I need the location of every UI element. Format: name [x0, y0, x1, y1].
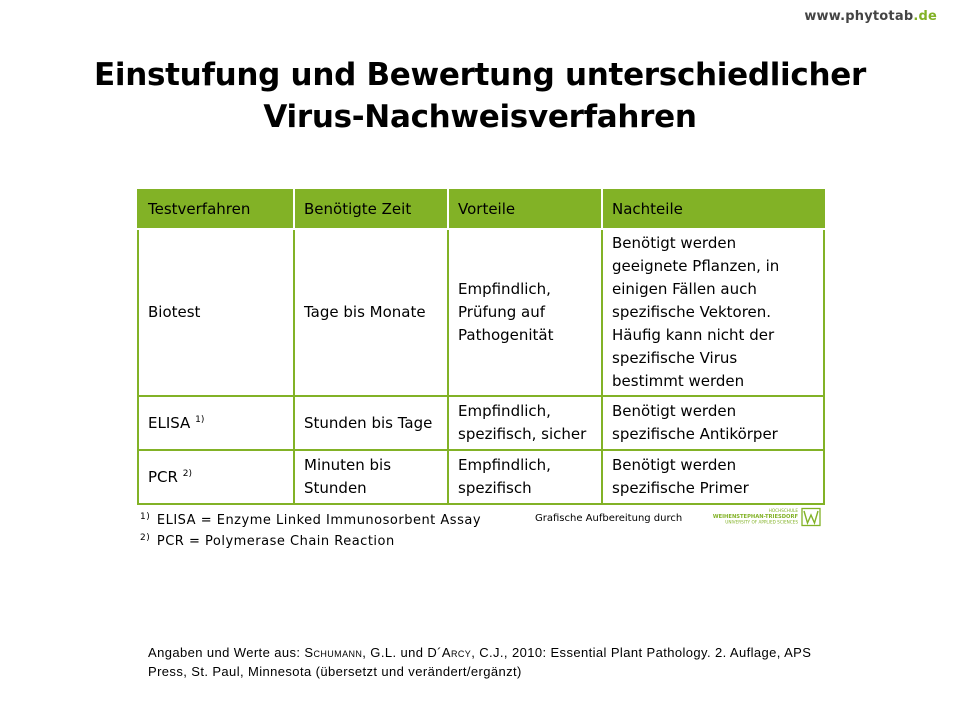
- comparison-table: [137, 189, 825, 505]
- cons-line: einigen Fällen auch: [612, 280, 757, 298]
- table-header-row: [138, 190, 824, 229]
- cons-line: spezifische Virus: [612, 349, 738, 367]
- time-line: Stunden: [304, 479, 367, 497]
- cons-line: spezifische Vektoren.: [612, 303, 772, 321]
- source-text-1: Angaben und Werte aus:: [148, 645, 305, 660]
- pros-cell: [448, 450, 602, 504]
- cons-line: spezifische Antikörper: [612, 425, 778, 443]
- credit-text: Grafische Aufbereitung durch: [535, 513, 683, 524]
- table-row: [138, 450, 824, 504]
- logo-mark-w: [804, 511, 818, 523]
- header-vorteile: Vorteile: [448, 190, 602, 229]
- pros-cell: [448, 396, 602, 450]
- source-text-3: , C.J., 2010: Essential Plant Pathology. 2. Auflage, APS Press, St. Paul, Minnesota (übersetzt und verändert/ergänzt): [148, 645, 812, 679]
- cons-line: Benötigt werden: [612, 402, 737, 420]
- cons-line: Benötigt werden: [612, 456, 737, 474]
- method-name: Biotest: [148, 303, 201, 321]
- header-nachteile: Nachteile: [602, 190, 824, 229]
- footnote-text: PCR = Polymerase Chain Reaction: [156, 534, 395, 549]
- cons-cell: [602, 450, 824, 504]
- cons-line: spezifische Primer: [612, 479, 749, 497]
- site-url-main: www.phytotab: [804, 9, 914, 24]
- pros-line: Prüfung auf: [458, 303, 546, 321]
- source-author-1: Schumann: [304, 645, 363, 660]
- university-logo[interactable]: [704, 507, 822, 527]
- method-cell: [138, 450, 294, 504]
- time-cell: [294, 396, 448, 450]
- cons-line: Häufig kann nicht der: [612, 326, 775, 344]
- cons-cell: [602, 396, 824, 450]
- cons-line: Benötigt werden: [612, 234, 737, 252]
- cons-line: bestimmt werden: [612, 372, 745, 390]
- footnotes: [140, 510, 481, 552]
- pros-cell: [448, 229, 602, 396]
- footnote-text: ELISA = Enzyme Linked Immunosorbent Assay: [156, 513, 482, 528]
- header-testverfahren: Testverfahren: [138, 190, 294, 229]
- page-title-line-2: Virus-Nachweisverfahren: [263, 99, 697, 135]
- source-text-2: , G.L. und: [362, 645, 428, 660]
- time-cell: [294, 450, 448, 504]
- footnote-marker: 2): [182, 468, 192, 479]
- table-row: [138, 229, 824, 396]
- footnote-1: [140, 510, 481, 531]
- time-line: Stunden bis Tage: [304, 413, 433, 432]
- source-author-2: D´Arcy: [427, 645, 472, 660]
- table-row: [138, 396, 824, 450]
- method-cell: [138, 396, 294, 450]
- logo-line-3: UNIVERSITY OF APPLIED SCIENCES: [725, 519, 798, 525]
- page-title: [0, 54, 960, 138]
- site-url-tld: .de: [913, 9, 937, 24]
- site-url[interactable]: [804, 9, 937, 24]
- cons-cell: [602, 229, 824, 396]
- pros-line: Empfindlich,: [458, 456, 551, 474]
- pros-line: spezifisch, sicher: [458, 425, 587, 443]
- method-cell: [138, 229, 294, 396]
- method-name: ELISA: [148, 413, 191, 432]
- pros-line: Pathogenität: [458, 326, 554, 344]
- footnote-2: [140, 531, 481, 552]
- footnote-mark: 1): [140, 511, 151, 522]
- footnote-mark: 2): [140, 532, 151, 543]
- logo-line-2: WEIHENSTEPHAN-TRIESDORF: [712, 514, 798, 520]
- source-citation: [148, 643, 828, 681]
- footnote-marker: 1): [195, 414, 205, 425]
- time-line: Minuten bis: [304, 456, 392, 474]
- method-name: PCR: [148, 467, 178, 486]
- logo-line-1: HOCHSCHULE: [768, 508, 798, 513]
- header-benoetigte-zeit: Benötigte Zeit: [294, 190, 448, 229]
- pros-line: Empfindlich,: [458, 402, 551, 420]
- time-cell: [294, 229, 448, 396]
- pros-line: Empfindlich,: [458, 280, 551, 298]
- cons-line: geeignete Pflanzen, in: [612, 257, 780, 275]
- pros-line: spezifisch: [458, 479, 532, 497]
- page-title-line-1: Einstufung und Bewertung unterschiedlicher: [94, 57, 866, 93]
- time-line: Tage bis Monate: [304, 303, 426, 321]
